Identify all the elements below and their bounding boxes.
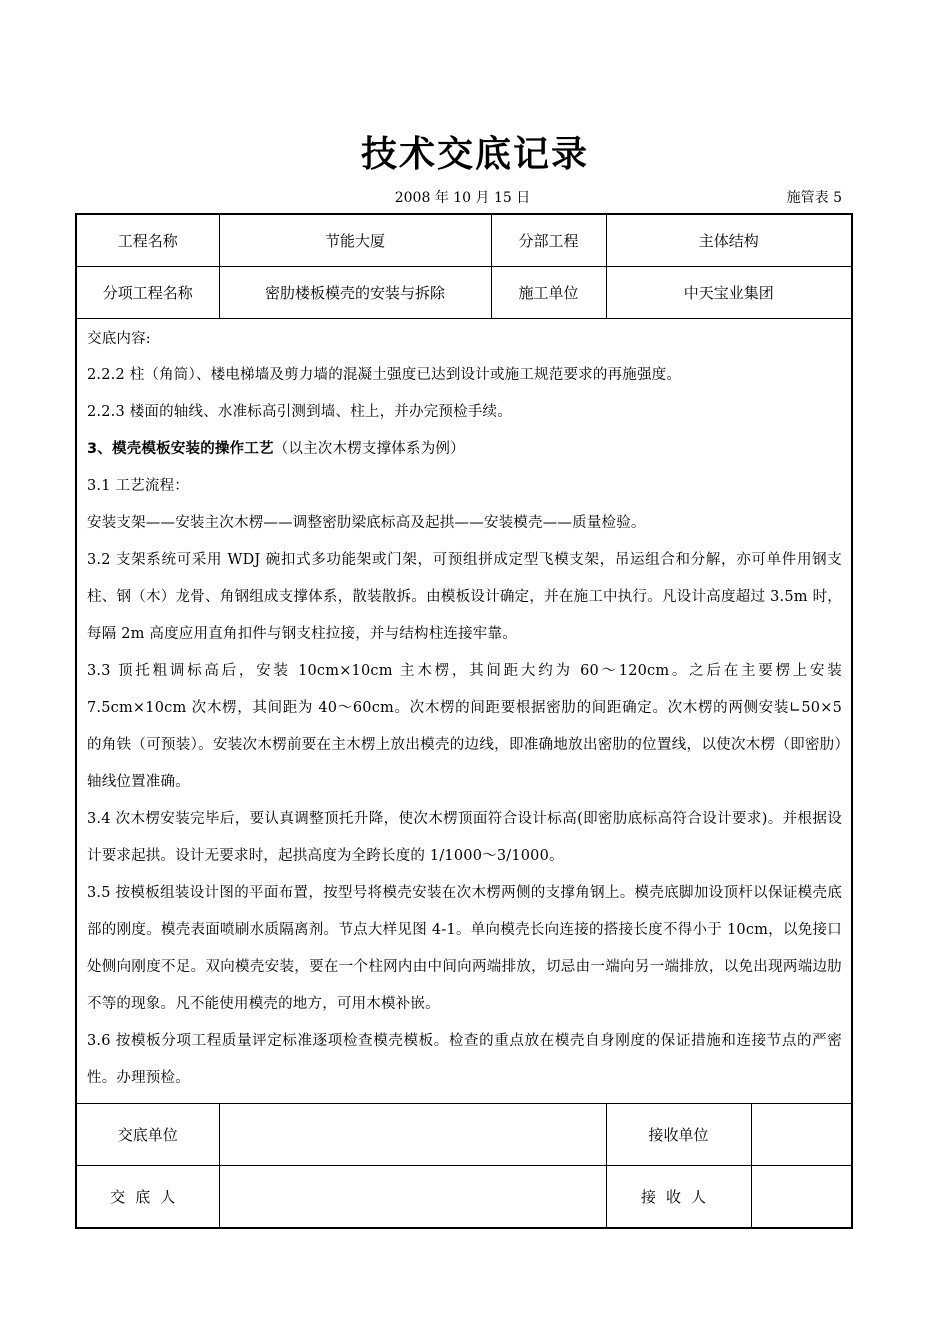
content-heading: 交底内容: (87, 331, 151, 347)
info-row-project (76, 214, 852, 267)
info-row-subitem (76, 267, 852, 319)
subitem-label: 分项工程名称 (76, 267, 219, 319)
subitem-value: 密肋楼板模壳的安装与拆除 (219, 267, 491, 319)
contractor-value: 中天宝业集团 (606, 267, 852, 319)
receiver-person-value[interactable] (752, 1166, 852, 1227)
receiver-unit-label: 接收单位 (607, 1104, 752, 1165)
content-paragraph: 3.1 工艺流程： (87, 478, 189, 494)
disclosure-content (76, 319, 852, 1104)
receiver-person-label: 接收人 (607, 1166, 752, 1227)
receiver-unit-value[interactable] (752, 1104, 852, 1165)
content-row (76, 319, 852, 1104)
content-paragraph: 2.2.3 楼面的轴线、水准标高引测到墙、柱上，并办完预检手续。 (87, 404, 512, 420)
receiver-person-cells (606, 1166, 852, 1229)
record-date: 2008 年 10 月 15 日 (394, 190, 531, 206)
receiver-unit-cells (606, 1104, 852, 1166)
content-section-heading (87, 431, 842, 468)
signoff-row-person (76, 1166, 852, 1229)
content-paragraph: 3.5 按模板组装设计图的平面布置，按型号将模壳安装在次木楞两侧的支撑角钢上。模壳底脚加设顶杆以保证模壳底部的刚度。模壳表面喷刷水质隔离剂。节点大样见图 4-1。单向模壳长向连接的搭接长度不得小于 10cm，以免接口处侧向刚度不足。双向模壳安装，要在一个柱网内由中间向两端排放，切忌由一端向另一端排放，以免出现两端边肋不等的现象。凡不能使用模壳的地方，可用木模补嵌。 (87, 885, 843, 1012)
project-name-value: 节能大厦 (219, 214, 491, 267)
content-paragraph: 3.6 按模板分项工程质量评定标准逐项检查模壳模板。检查的重点放在模壳自身刚度的保证措施和连接节点的严密性。办理预检。 (87, 1033, 843, 1086)
disclosure-table (75, 213, 853, 1229)
content-paragraph: 3.4 次木楞安装完毕后，要认真调整顶托升降，使次木楞顶面符合设计标高(即密肋底标高符合设计要求)。并根据设计要求起拱。设计无要求时，起拱高度为全跨长度的 1/1000～3/1000。 (87, 811, 843, 864)
content-paragraph: 安装支架——安装主次木楞——调整密肋梁底标高及起拱——安装模壳——质量检验。 (87, 515, 646, 531)
project-name-label: 工程名称 (76, 214, 219, 267)
division-value: 主体结构 (606, 214, 852, 267)
content-paragraph: 3.2 支架系统可采用 WDJ 碗扣式多功能架或门架，可预组拼成定型飞模支架，吊运组合和分解，亦可单件用钢支柱、钢（木）龙骨、角钢组成支撑体系，散装散拆。由模板设计确定，并在施工中执行。凡设计高度超过 3.5m 时，每隔 2m 高度应用直角扣件与钢支柱拉接，并与结构柱连接牢靠。 (87, 552, 843, 642)
section-subtitle: （以主次木楞支撑体系为例） (273, 441, 465, 457)
section-title: 3、模壳模板安装的操作工艺 (87, 441, 274, 457)
issuer-unit-label: 交底单位 (76, 1104, 219, 1166)
issuer-person-value[interactable] (219, 1166, 606, 1229)
issuer-unit-value[interactable] (219, 1104, 606, 1166)
contractor-label: 施工单位 (491, 267, 606, 319)
page-title: 技术交底记录 (360, 134, 589, 175)
content-paragraph: 2.2.2 柱（角筒）、楼电梯墙及剪力墙的混凝土强度已达到设计或施工规范要求的再施强度。 (87, 367, 682, 383)
content-paragraph: 3.3 顶托粗调标高后，安装 10cm×10cm 主木楞，其间距大约为 60～120cm。之后在主要楞上安装 7.5cm×10cm 次木楞，其间距为 40～60cm。次木楞的间距要根据密肋的间距确定。次木楞的两侧安装∟50×5 的角铁（可预装）。安装次木楞前要在主木楞上放出模壳的边线，即准确地放出密肋的位置线，以使次木楞（即密肋）轴线位置准确。 (87, 663, 843, 790)
division-label: 分部工程 (491, 214, 606, 267)
form-number: 施管表 5 (786, 190, 842, 206)
issuer-person-label: 交底人 (76, 1166, 219, 1229)
signoff-row-unit (76, 1104, 852, 1166)
